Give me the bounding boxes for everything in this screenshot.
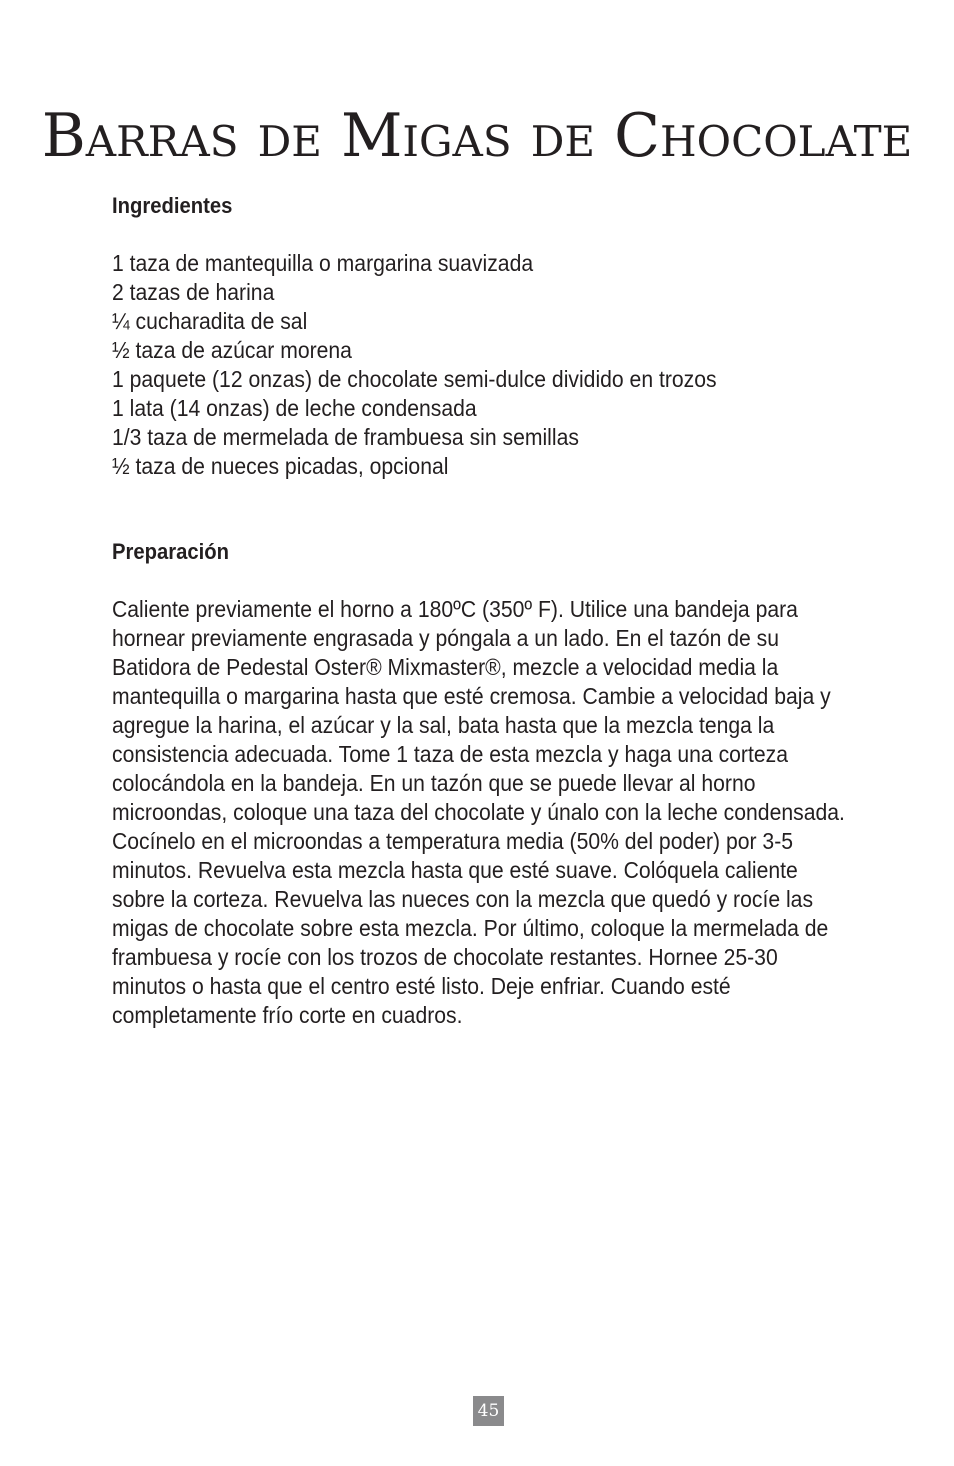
ingredient-item: 1 taza de mantequilla o margarina suavizada — [112, 250, 534, 276]
instruction-line: sobre la corteza. Revuelva las nueces con la mezcla que quedó y rocíe las — [112, 886, 814, 912]
instruction-line: minutos o hasta que el centro esté listo. Deje enfriar. Cuando esté — [112, 973, 731, 999]
page-number: 45 — [473, 1396, 504, 1426]
ingredient-item: ¼ cucharadita de sal — [112, 308, 308, 334]
instruction-line: Batidora de Pedestal Oster® Mixmaster®, mezcle a velocidad media la — [112, 654, 779, 680]
ingredient-item: 1 paquete (12 onzas) de chocolate semi-dulce dividido en trozos — [112, 366, 717, 392]
ingredient-item: 1 lata (14 onzas) de leche condensada — [112, 395, 477, 421]
instruction-line: migas de chocolate sobre esta mezcla. Por último, coloque la mermelada de — [112, 915, 829, 941]
preparation-instructions — [112, 595, 845, 1030]
instruction-line: agregue la harina, el azúcar y la sal, bata hasta que la mezcla tenga la — [112, 712, 775, 738]
instruction-line: consistencia adecuada. Tome 1 taza de esta mezcla y haga una corteza — [112, 741, 788, 767]
instruction-line: minutos. Revuelva esta mezcla hasta que esté suave. Colóquela caliente — [112, 857, 798, 883]
instruction-line: frambuesa y rocíe con los trozos de chocolate restantes. Hornee 25-30 — [112, 944, 778, 970]
ingredient-list — [112, 249, 717, 481]
ingredient-item: ½ taza de nueces picadas, opcional — [112, 453, 449, 479]
instruction-line: hornear previamente engrasada y póngala a un lado. En el tazón de su — [112, 625, 780, 651]
ingredients-heading: Ingredientes — [112, 193, 233, 218]
instruction-line: colocándola en la bandeja. En un tazón que se puede llevar al horno — [112, 770, 756, 796]
ingredient-item: 1/3 taza de mermelada de frambuesa sin semillas — [112, 424, 579, 450]
instruction-line: microondas, coloque una taza del chocolate y únalo con la leche condensada. — [112, 799, 845, 825]
instruction-line: completamente frío corte en cuadros. — [112, 1002, 463, 1028]
instruction-line: Caliente previamente el horno a 180ºC (350º F). Utilice una bandeja para — [112, 596, 798, 622]
ingredient-item: 2 tazas de harina — [112, 279, 275, 305]
instruction-line: Cocínelo en el microondas a temperatura media (50% del poder) por 3-5 — [112, 828, 794, 854]
page-title: Barras de Migas de Chocolate — [41, 101, 913, 171]
ingredient-item: ½ taza de azúcar morena — [112, 337, 352, 363]
preparation-heading: Preparación — [112, 539, 229, 564]
instruction-line: mantequilla o margarina hasta que esté cremosa. Cambie a velocidad baja y — [112, 683, 831, 709]
